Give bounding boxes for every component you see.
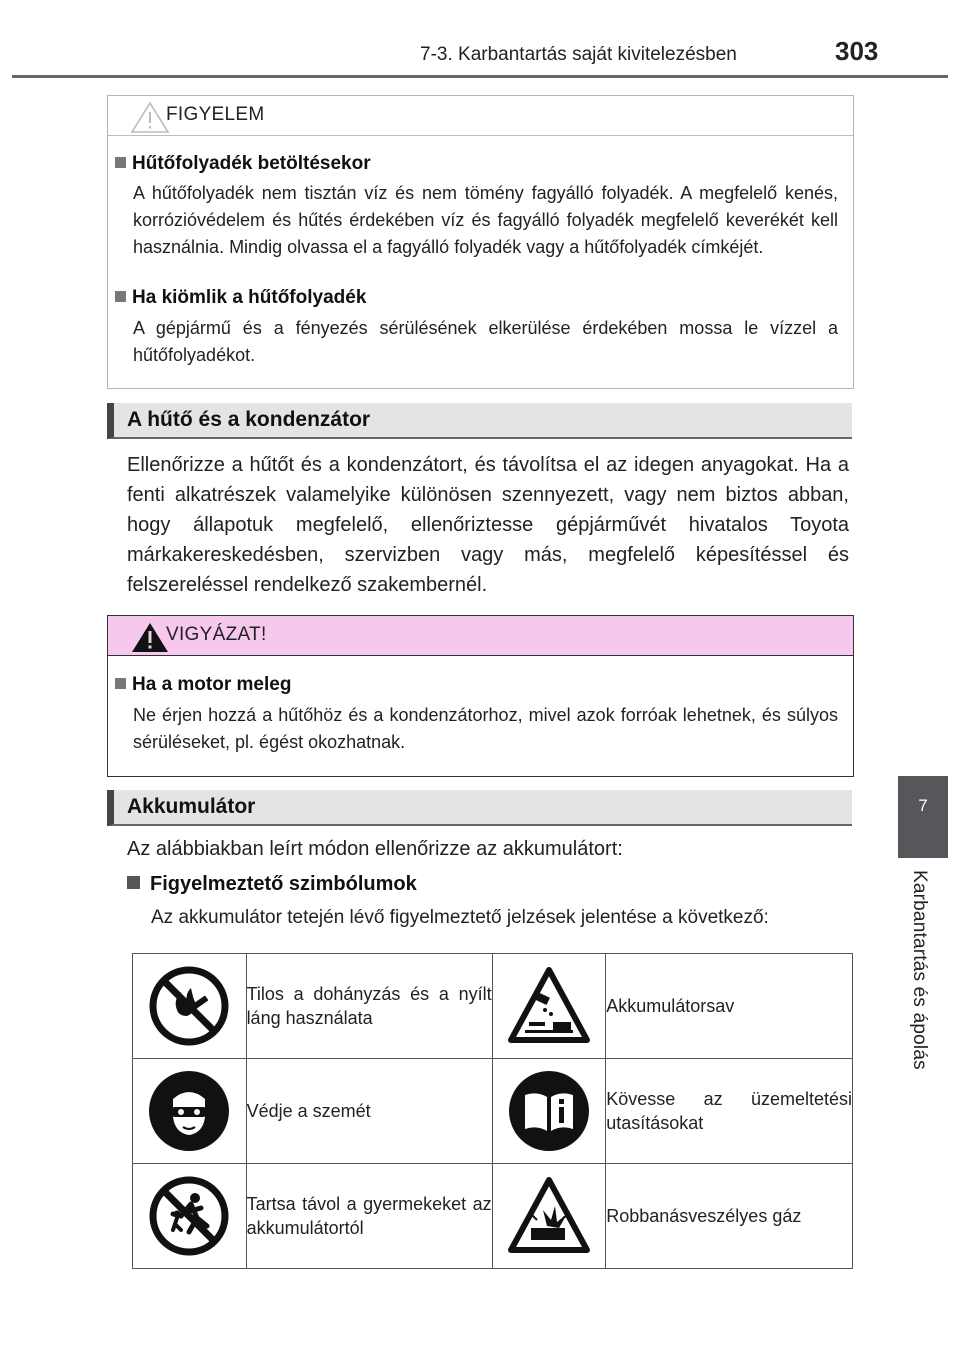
caution-item-heading: Hűtőfolyadék betöltésekor: [115, 153, 371, 175]
eye-protection-icon: [147, 1069, 231, 1153]
no-smoking-flame-icon: [147, 964, 231, 1048]
caution-item-heading: Ha kiömlik a hűtőfolyadék: [115, 287, 366, 309]
symbol-label: Kövesse az üzemeltetési utasításokat: [606, 1059, 853, 1164]
table-row: [133, 954, 853, 1059]
symbol-label: Robbanásveszélyes gáz: [606, 1164, 853, 1269]
warning-symbols-table: [132, 953, 853, 1269]
warning-box: [107, 615, 854, 777]
section-title: 7-3. Karbantartás saját kivitelezésben: [420, 44, 737, 65]
section-heading-battery: Akkumulátor: [107, 790, 852, 826]
warning-item-text: Ne érjen hozzá a hűtőhöz és a kondenzátorhoz, mivel azok forróak lehetnek, és súlyos sérüléseket, pl. égést okozhatnak.: [133, 705, 838, 752]
table-row: [133, 1164, 853, 1269]
caution-item-text: A gépjármű és a fényezés sérülésének elkerülése érdekében mossa le vízzel a hűtőfolyadékot.: [133, 318, 838, 365]
symbol-label: Tartsa távol a gyermekeket az akkumulátortól: [246, 1164, 492, 1269]
page-number: 303: [835, 36, 879, 66]
header-rule: [12, 75, 948, 78]
caution-box-title: FIGYELEM: [166, 104, 265, 125]
warning-item-heading: Ha a motor meleg: [115, 674, 291, 696]
warning-box-header: [108, 616, 853, 656]
battery-subheading: Figyelmeztető szimbólumok: [127, 873, 417, 896]
symbol-label: Akkumulátorsav: [606, 954, 853, 1059]
battery-acid-icon: [507, 964, 591, 1048]
caution-box-header: [108, 96, 853, 136]
radiator-paragraph: Ellenőrizze a hűtőt és a kondenzátort, és távolítsa el az idegen anyagokat. Ha a fenti alkatrészek valamelyike különösen szennyezett, vagy nem biztos abban, hogy állapotuk megfelelő, ellenőriztesse gépjárművét hivatalos Toyota márkakereskedésben, szervizben vagy más, megfelelő képesítéssel és felszereléssel rendelkező szakembernél.: [127, 454, 849, 596]
bullet-square-icon: [115, 291, 126, 302]
chapter-tab: [898, 776, 948, 858]
read-manual-icon: [507, 1069, 591, 1153]
chapter-number: 7: [918, 796, 928, 815]
keep-children-away-icon: [147, 1174, 231, 1258]
symbol-label: Tilos a dohányzás és a nyílt láng használata: [246, 954, 492, 1059]
bullet-square-icon: [115, 678, 126, 689]
caution-item-text: A hűtőfolyadék nem tisztán víz és nem tömény fagyálló folyadék. A megfelelő kenés, korrózióvédelem és hűtés érdekében víz és fagyálló folyadék megfelelő keverékét kell használnia. Mindig olvassa el a fagyálló folyadék vagy a hűtőfolyadék címkéjét.: [133, 183, 838, 257]
symbol-label: Védje a szemét: [246, 1059, 492, 1164]
battery-intro: Az alábbiakban leírt módon ellenőrizze az akkumulátort:: [127, 838, 623, 860]
chapter-title: Karbantartás és ápolás: [909, 870, 930, 1070]
battery-subtext: Az akkumulátor tetején lévő figyelmeztető jelzések jelentése a következő:: [151, 907, 769, 928]
explosive-gas-icon: [507, 1174, 591, 1258]
section-heading-radiator: A hűtő és a kondenzátor: [107, 403, 852, 439]
bullet-square-icon: [127, 876, 140, 889]
caution-box: [107, 95, 854, 389]
table-row: [133, 1059, 853, 1164]
warning-box-title: VIGYÁZAT!: [166, 624, 267, 645]
bullet-square-icon: [115, 157, 126, 168]
